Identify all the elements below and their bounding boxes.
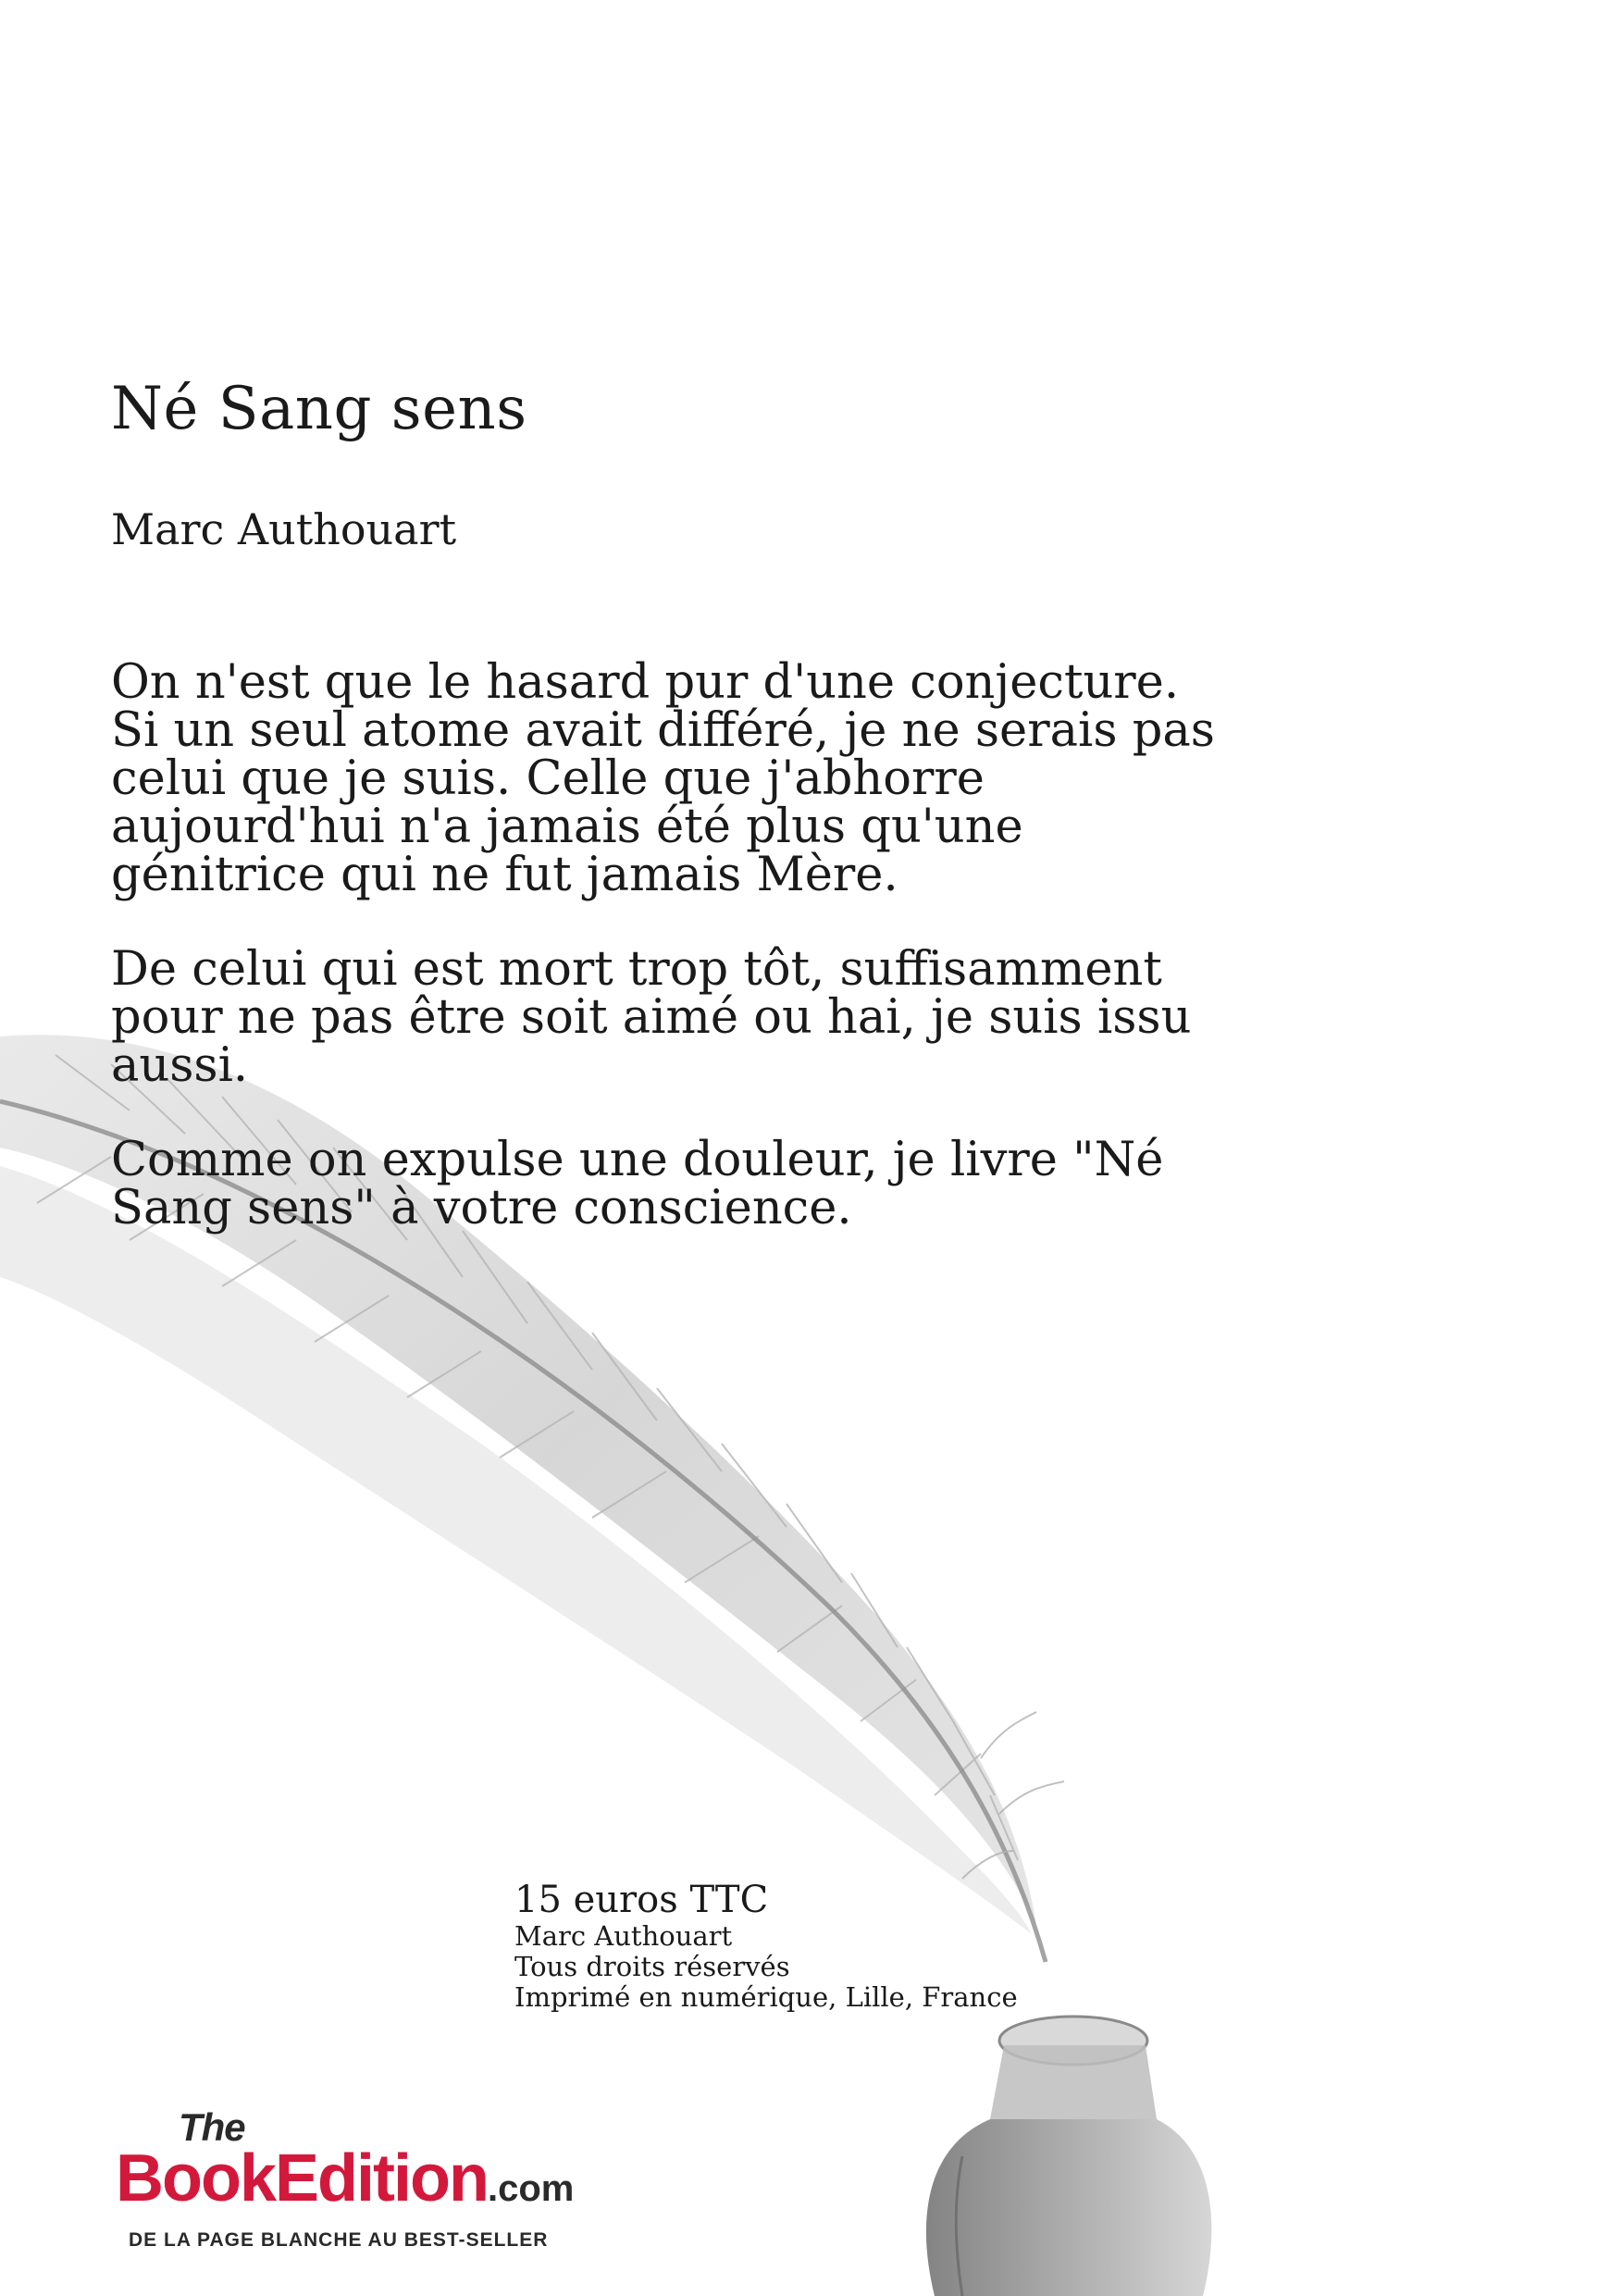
logo-domain: .com (487, 2168, 575, 2209)
blurb-paragraph: De celui qui est mort trop tôt, suffisamment pour ne pas être soit aimé ou hai, je suis issu aussi. (111, 942, 1192, 1093)
rights-notice: Tous droits réservés (514, 1951, 790, 1982)
logo-tagline: DE LA PAGE BLANCHE AU BEST-SELLER (129, 2229, 549, 2251)
blurb-paragraph: On n'est que le hasard pur d'une conjecture. Si un seul atome avait différé, je ne serais pas celui que je suis. Celle que j'abhorre aujourd'hui n'a jamais été plus qu'une génitrice qui ne fut jamais Mère. (111, 655, 1215, 902)
logo-the: The (179, 2105, 245, 2149)
logo-brand: BookEdition (116, 2141, 488, 2215)
price: 15 euros TTC (514, 1879, 769, 1921)
author-name: Marc Authouart (111, 504, 457, 554)
book-title: Né Sang sens (111, 375, 527, 443)
colophon (514, 1879, 1018, 2013)
print-info: Imprimé en numérique, Lille, France (514, 1981, 1018, 2013)
logo-wordmark (116, 2141, 574, 2216)
blurb-paragraph: Comme on expulse une douleur, je livre "Né Sang sens" à votre conscience. (111, 1133, 1164, 1235)
colophon-author: Marc Authouart (514, 1920, 733, 1952)
back-cover-blurb (111, 655, 1240, 1279)
